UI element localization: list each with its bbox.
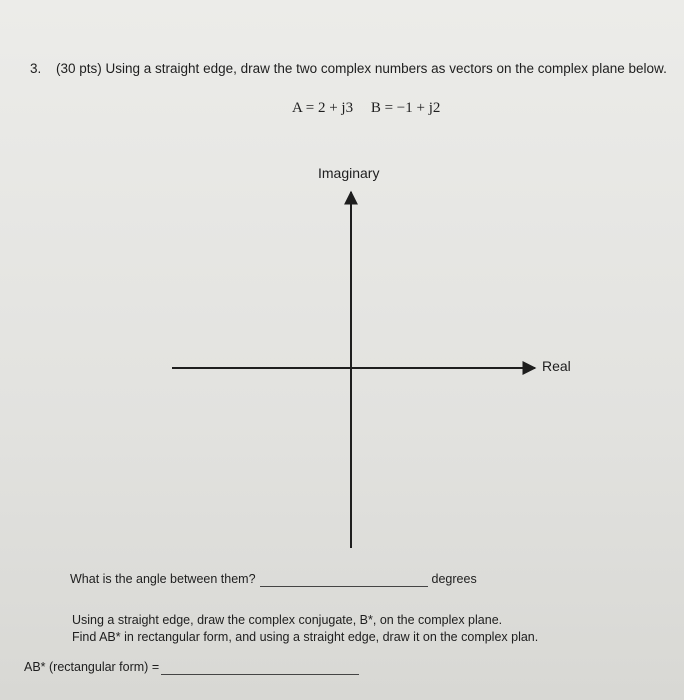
equation-b: B = −1 + j2 — [370, 100, 441, 116]
ab-answer-row — [24, 660, 359, 675]
ab-answer-blank[interactable] — [161, 660, 359, 675]
instruction-conjugate: Using a straight edge, draw the complex conjugate, B*, on the complex plane. — [72, 613, 503, 627]
angle-question-text: What is the angle between them? — [70, 572, 256, 586]
instruction-product: Find AB* in rectangular form, and using a straight edge, draw it on the complex plan. — [72, 630, 539, 644]
angle-question-row — [70, 572, 477, 587]
imaginary-axis-label: Imaginary — [318, 165, 380, 181]
equation-a: A = 2 + j3 — [292, 100, 354, 116]
ab-answer-label: AB* (rectangular form) = — [24, 660, 160, 674]
angle-answer-blank[interactable] — [260, 572, 428, 587]
angle-unit-label: degrees — [431, 572, 477, 586]
question-number: 3. — [30, 61, 42, 76]
real-axis-label: Real — [542, 358, 571, 374]
question-text: (30 pts) Using a straight edge, draw the two complex numbers as vectors on the complex plane below. — [56, 61, 667, 76]
